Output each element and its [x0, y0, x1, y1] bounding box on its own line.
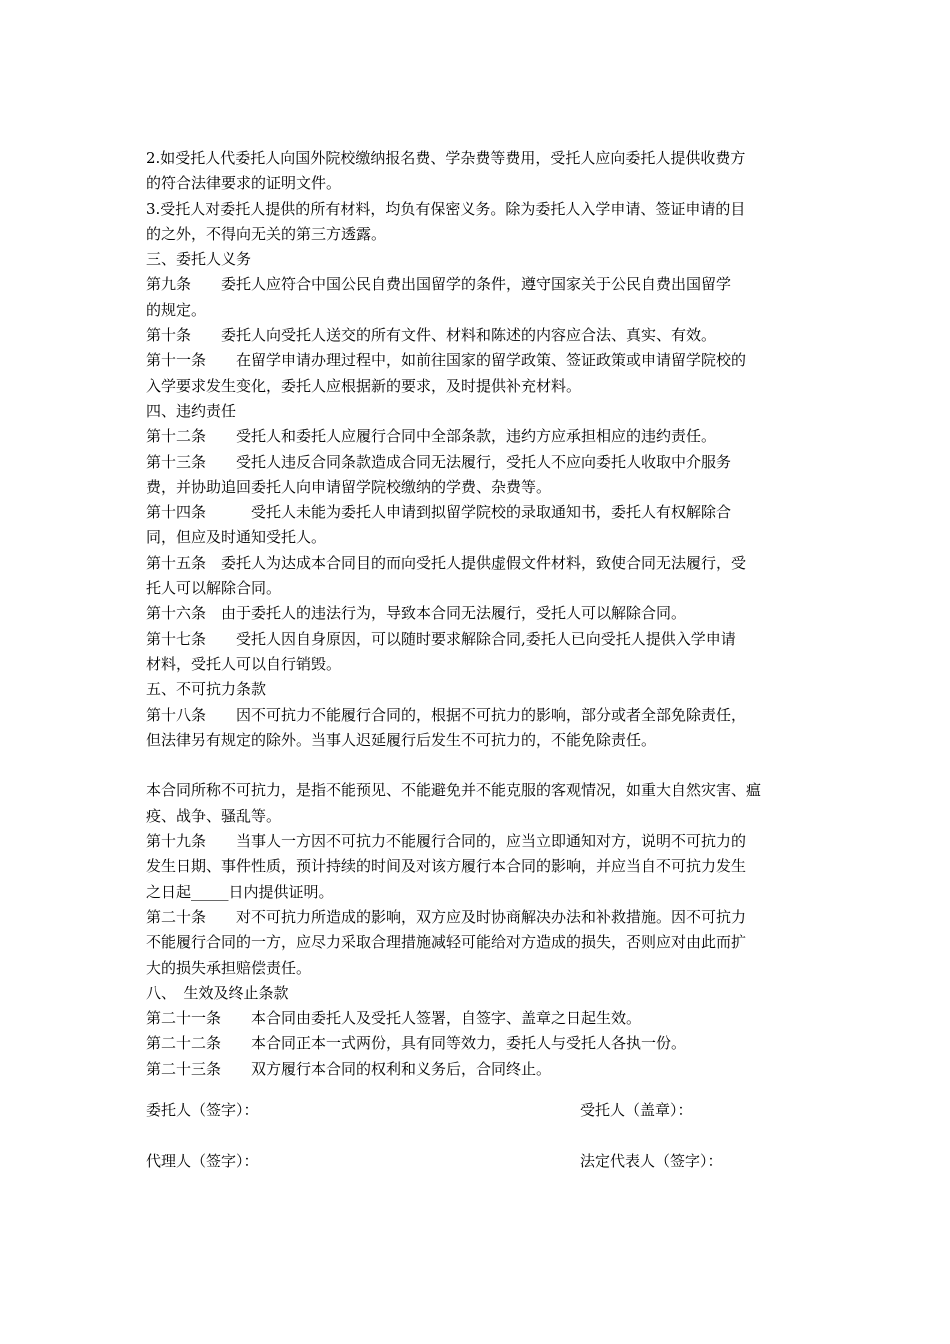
text-line: 之日起_____日内提供证明。: [146, 882, 334, 901]
text-line: 第九条 委托人应符合中国公民自费出国留学的条件，遵守国家关于公民自费出国留学: [146, 275, 732, 294]
text-line: 第十六条 由于委托人的违法行为，导致本合同无法履行，受托人可以解除合同。: [146, 604, 687, 623]
text-line: 2.如受托人代委托人向国外院校缴纳报名费、学杂费等费用，受托人应向委托人提供收费方: [146, 149, 746, 167]
text-line: 大的损失承担赔偿责任。: [146, 958, 312, 977]
text-line: 发生日期、事件性质，预计持续的时间及对该方履行本合同的影响，并应当自不可抗力发生: [146, 857, 747, 876]
contract-body: [146, 146, 810, 1082]
text-line: 第二十二条 本合同正本一式两份，具有同等效力，委托人与受托人各执一份。: [146, 1034, 687, 1053]
legal-rep-signature-label: 法定代表人（签字）：: [580, 1152, 723, 1170]
text-line: 的规定。: [146, 300, 207, 319]
text-line: 第十一条 在留学申请办理过程中，如前往国家的留学政策、签证政策或申请留学院校的: [146, 351, 747, 370]
text-line: 第十八条 因不可抗力不能履行合同的，根据不可抗力的影响，部分或者全部免除责任，: [146, 705, 747, 724]
text-line: 3.受托人对委托人提供的所有材料，均负有保密义务。除为委托人入学申请、签证申请的目: [146, 199, 746, 218]
text-line: 第十三条 受托人违反合同条款造成合同无法履行，受托人不应向委托人收取中介服务: [146, 452, 732, 471]
text-line: 不能履行合同的一方，应尽力采取合理措施减轻可能给对方造成的损失，否则应对由此而扩: [146, 933, 747, 952]
text-line: 四、违约责任: [146, 401, 237, 420]
text-line: 第十七条 受托人因自身原因，可以随时要求解除合同,委托人已向受托人提供入学申请: [146, 629, 736, 648]
text-line: 本合同所称不可抗力，是指不能预见、不能避免并不能克服的客观情况，如重大自然灾害、瘟: [146, 781, 762, 800]
text-line: 第十条 委托人向受托人送交的所有文件、材料和陈述的内容应合法、真实、有效。: [146, 326, 717, 345]
text-line: 疫、战争、骚乱等。: [146, 806, 282, 825]
text-line: 第十五条 委托人为达成本合同目的而向受托人提供虚假文件材料，致使合同无法履行，受: [146, 553, 747, 572]
client-signature-label: 委托人（签字）：: [146, 1101, 259, 1119]
text-line: 第二十一条 本合同由委托人及受托人签署，自签字、盖章之日起生效。: [146, 1009, 642, 1028]
text-line: 入学要求发生变化，委托人应根据新的要求，及时提供补充材料。: [146, 376, 582, 395]
text-line: 托人可以解除合同。: [146, 579, 282, 598]
text-line: 第二十条 对不可抗力所造成的影响，双方应及时协商解决办法和补救措施。因不可抗力: [146, 907, 747, 926]
text-line: 的符合法律要求的证明文件。: [146, 174, 342, 193]
trustee-seal-label: 受托人（盖章）：: [580, 1101, 693, 1119]
text-line: 的之外，不得向无关的第三方透露。: [146, 224, 387, 243]
text-line: 第十四条 受托人未能为委托人申请到拟留学院校的录取通知书，委托人有权解除合: [146, 503, 732, 522]
text-line: 第十九条 当事人一方因不可抗力不能履行合同的，应当立即通知对方，说明不可抗力的: [146, 832, 747, 851]
text-line: 三、委托人义务: [146, 250, 252, 269]
text-line: 八、 生效及终止条款: [146, 983, 289, 1002]
text-line: 第二十三条 双方履行本合同的权利和义务后，合同终止。: [146, 1059, 552, 1078]
agent-signature-label: 代理人（签字）：: [146, 1152, 259, 1170]
text-line: 同，但应及时通知受托人。: [146, 528, 327, 547]
text-line: 材料，受托人可以自行销毁。: [146, 654, 342, 673]
text-line: 费，并协助追回委托人向申请留学院校缴纳的学费、杂费等。: [146, 477, 552, 496]
text-line: 但法律另有规定的除外。当事人迟延履行后发生不可抗力的，不能免除责任。: [146, 730, 657, 749]
text-line: 五、不可抗力条款: [146, 680, 267, 699]
blank-line: [146, 753, 810, 778]
text-line: 第十二条 受托人和委托人应履行合同中全部条款，违约方应承担相应的违约责任。: [146, 427, 717, 446]
